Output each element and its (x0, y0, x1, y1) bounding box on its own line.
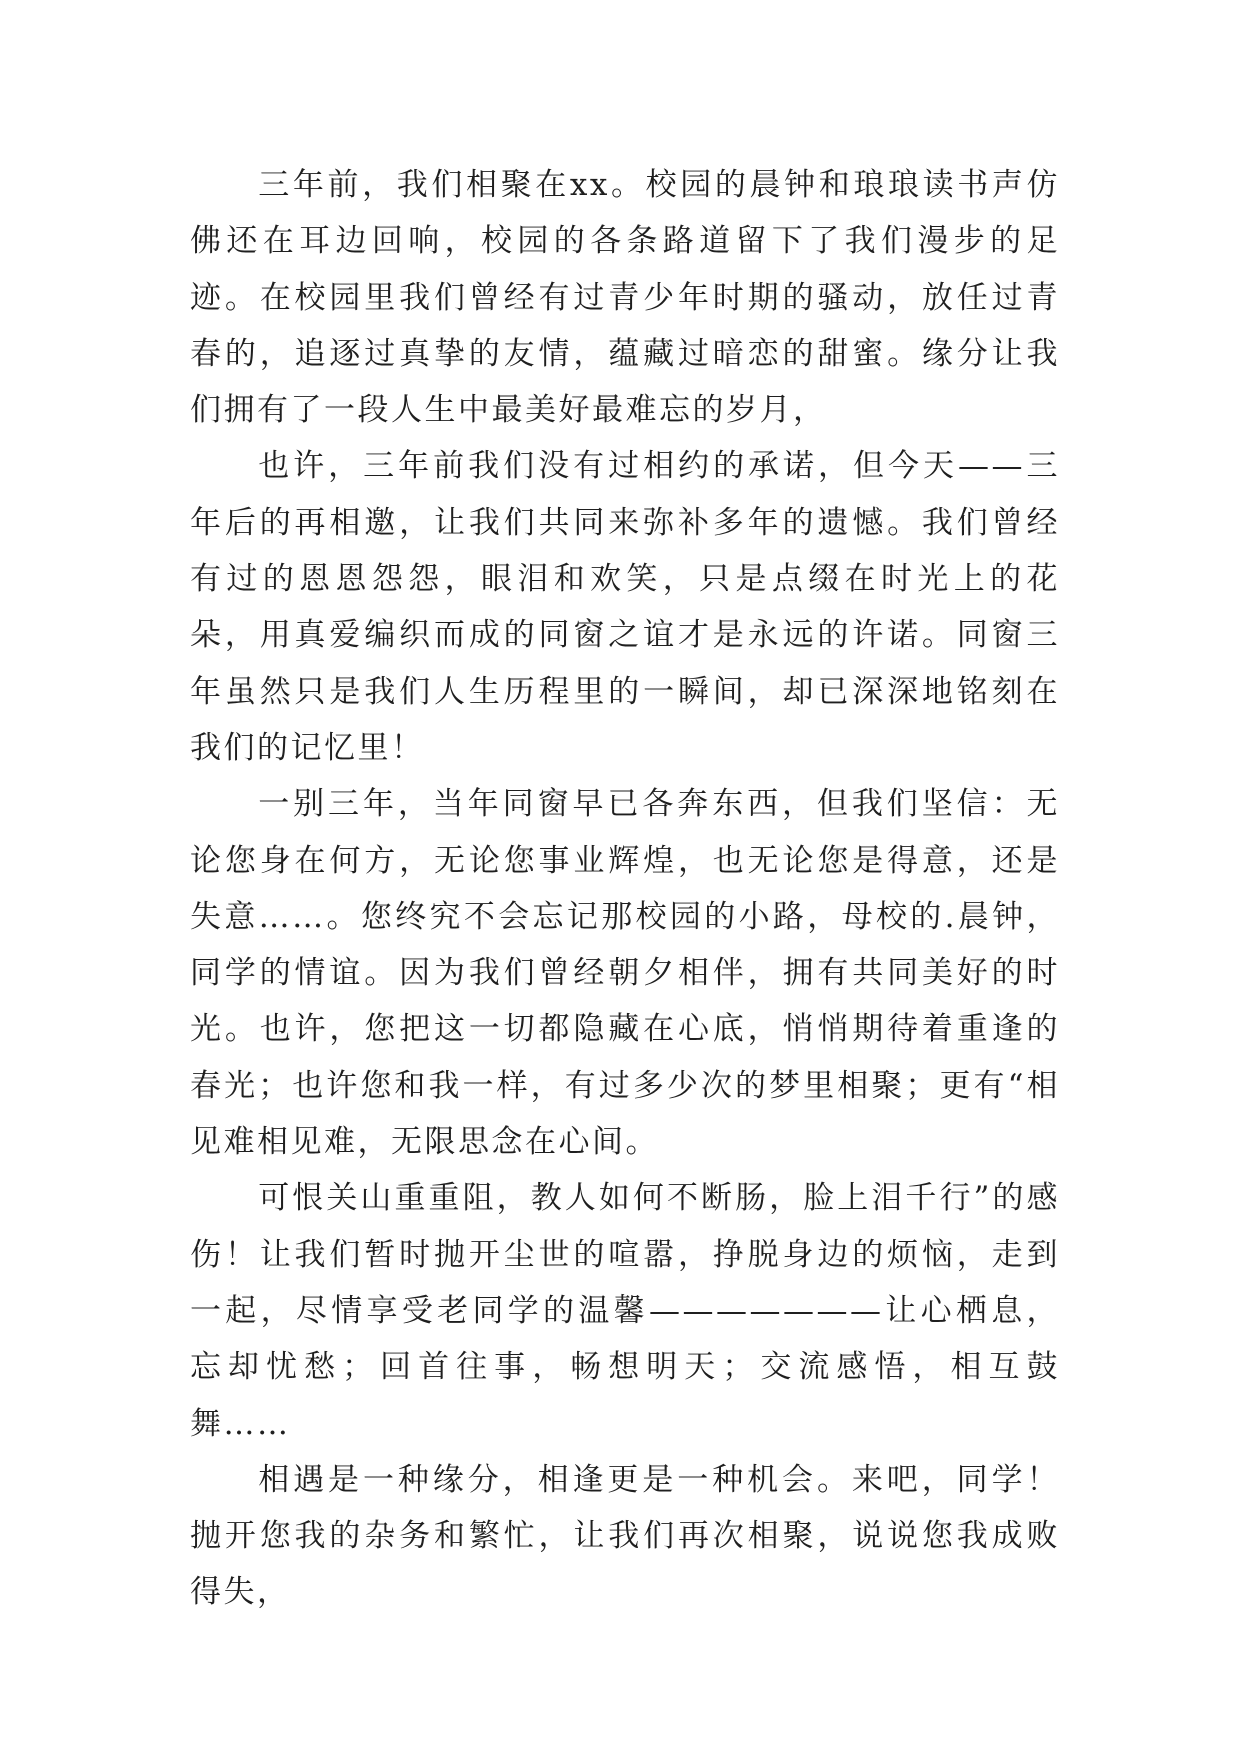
paragraph-3: 一别三年，当年同窗早已各奔东西，但我们坚信：无论您身在何方，无论您事业辉煌，也无论您是得意，还是失意……。您终究不会忘记那校园的小路，母校的.晨钟，同学的情谊。因为我们曾经朝夕相伴，拥有共同美好的时光。也许，您把这一切都隐藏在心底，悄悄期待着重逢的春光；也许您和我一样，有过多少次的梦里相聚；更有“相见难相见难，无限思念在心间。 (190, 786, 1060, 1161)
paragraph-4: 可恨关山重重阻，教人如何不断肠，脸上泪千行”的感伤！让我们暂时抛开尘世的喧嚣，挣脱身边的烦恼，走到一起，尽情享受老同学的温馨———————让心栖息，忘却忧愁；回首往事，畅想明天；交流感悟，相互鼓舞…… (190, 1180, 1060, 1442)
paragraph-1: 三年前，我们相聚在xx。校园的晨钟和琅琅读书声仿佛还在耳边回响，校园的各条路道留下了我们漫步的足迹。在校园里我们曾经有过青少年时期的骚动，放任过青春的，追逐过真挚的友情，蕴藏过暗恋的甜蜜。缘分让我们拥有了一段人生中最美好最难忘的岁月， (190, 167, 1060, 429)
paragraph-5: 相遇是一种缘分，相逢更是一种机会。来吧，同学！抛开您我的杂务和繁忙，让我们再次相聚，说说您我成败得失， (190, 1461, 1060, 1611)
paragraph-2: 也许，三年前我们没有过相约的承诺，但今天——三年后的再相邀，让我们共同来弥补多年的遗憾。我们曾经有过的恩恩怨怨，眼泪和欢笑，只是点缀在时光上的花朵，用真爱编织而成的同窗之谊才是永远的许诺。同窗三年虽然只是我们人生历程里的一瞬间，却已深深地铭刻在我们的记忆里！ (190, 448, 1060, 766)
document-body (190, 157, 1060, 1621)
